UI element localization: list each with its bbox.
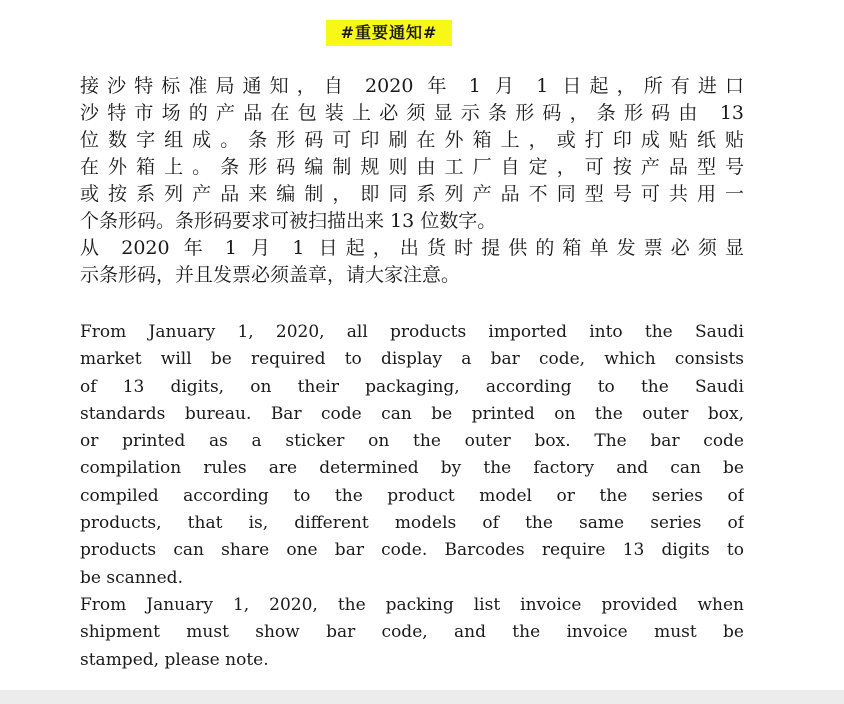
bottom-margin (0, 690, 844, 704)
chinese-line: 个条形码。条形码要求可被扫描出来 13 位数字。 (80, 210, 497, 232)
english-line: market will be required to display a bar code, which consists (80, 349, 744, 370)
english-line: products, that is, different models of the same series of (80, 513, 744, 534)
notice-title: #重要通知# (326, 20, 452, 46)
chinese-line: 接沙特标准局通知，自 2020 年 1 月 1 日起，所有进口 (80, 75, 744, 97)
english-line: compilation rules are determined by the factory and can be (80, 458, 744, 479)
english-line: be scanned. (80, 567, 183, 588)
chinese-line: 从 2020 年 1 月 1 日起，出货时提供的箱单发票必须显 (80, 237, 744, 259)
english-line: products can share one bar code. Barcodes require 13 digits to (80, 540, 744, 561)
english-line: compiled according to the product model or the series of (80, 485, 744, 506)
english-line: From January 1, 2020, all products imported into the Saudi (80, 322, 744, 342)
english-line: of 13 digits, on their packaging, according to the Saudi (80, 376, 744, 397)
english-paragraphs (80, 319, 744, 674)
chinese-line: 在外箱上。条形码编制规则由工厂自定，可按产品型号 (80, 156, 744, 178)
english-line: standards bureau. Bar code can be printed on the outer box, (80, 403, 744, 424)
english-line: or printed as a sticker on the outer box. The bar code (80, 431, 744, 452)
chinese-line: 示条形码，并且发票必须盖章，请大家注意。 (80, 264, 461, 286)
chinese-line: 位数字组成。条形码可印刷在外箱上，或打印成贴纸贴 (80, 129, 744, 151)
chinese-line: 沙特市场的产品在包装上必须显示条形码，条形码由 13 (80, 102, 744, 124)
english-line: From January 1, 2020, the packing list invoice provided when (80, 594, 744, 615)
english-line: stamped, please note. (80, 649, 269, 670)
chinese-paragraphs (80, 73, 744, 289)
english-line: shipment must show bar code, and the invoice must be (80, 622, 744, 643)
chinese-line: 或按系列产品来编制，即同系列产品不同型号可共用一 (80, 183, 744, 205)
